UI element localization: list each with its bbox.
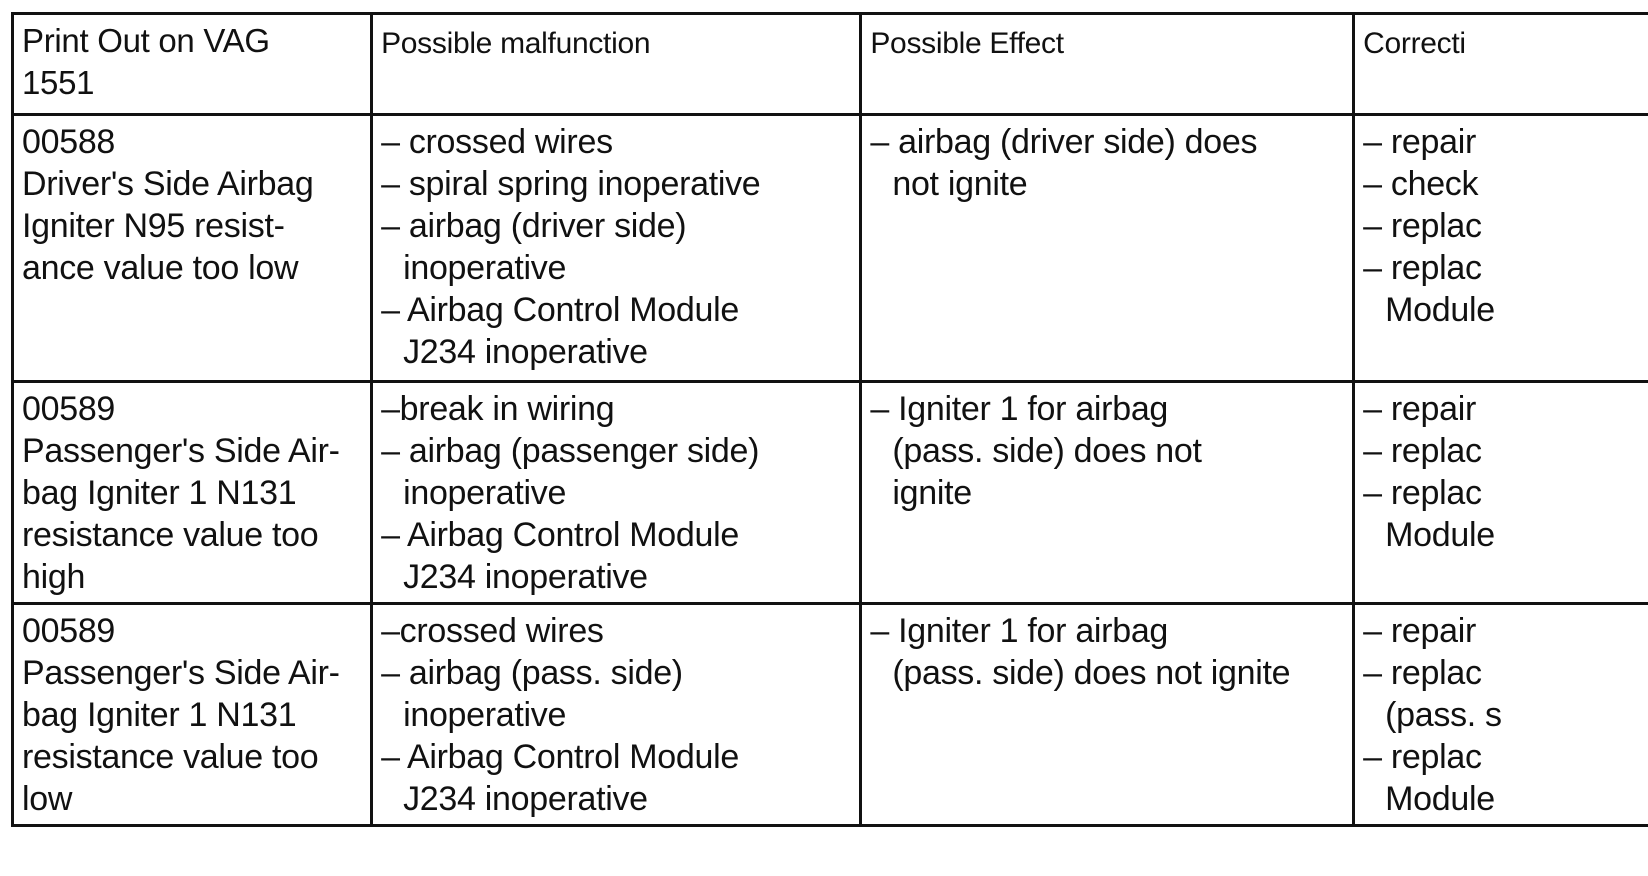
cell-text-line: inoperative (403, 249, 567, 287)
cell-text-line: – Airbag Control Module (381, 738, 739, 776)
cell-text-line: – repair (1363, 612, 1477, 650)
header-effect (861, 14, 1354, 115)
cell-text-line: low (22, 780, 73, 818)
cell-printout (13, 604, 372, 826)
cell-text-line: – Airbag Control Module (381, 291, 739, 329)
cell-text-line: – repair (1363, 390, 1477, 428)
cell-printout (13, 382, 372, 604)
header-printout (13, 14, 372, 115)
cell-text-line: Print Out on VAG (22, 22, 270, 59)
cell-text-line: (pass. side) does not (892, 432, 1202, 470)
cell-text-line: Correcti (1363, 27, 1466, 60)
table-row (13, 604, 1648, 826)
cell-text-line: – airbag (driver side) (381, 207, 687, 245)
cell-text-line: inoperative (403, 474, 567, 512)
cell-effect (861, 115, 1354, 382)
cell-text-line: Module (1385, 516, 1495, 554)
cell-text-line: not ignite (892, 165, 1028, 203)
cell-text-line: Passenger's Side Air- (22, 432, 340, 470)
cell-effect (861, 604, 1354, 826)
cell-text-line: inoperative (403, 696, 567, 734)
cell-malfunction (372, 382, 861, 604)
cell-effect (861, 382, 1354, 604)
cell-text-line: J234 inoperative (403, 333, 648, 371)
header-corrective (1354, 14, 1648, 115)
cell-text-line: Possible Effect (870, 27, 1064, 60)
cell-text-line: – replac (1363, 207, 1482, 245)
cell-text-line: (pass. s (1385, 696, 1502, 734)
cell-text-line: – Igniter 1 for airbag (870, 612, 1169, 650)
cell-text-line: – airbag (driver side) does (870, 123, 1258, 161)
cell-corrective (1354, 382, 1648, 604)
header-malfunction (372, 14, 861, 115)
cell-text-line: – Airbag Control Module (381, 516, 739, 554)
table-header-row (13, 14, 1648, 115)
cell-text-line: high (22, 558, 86, 596)
cell-text-line: – replac (1363, 654, 1482, 692)
cell-text-line: –break in wiring (381, 390, 615, 428)
cell-text-line: J234 inoperative (403, 780, 648, 818)
cell-text-line: Igniter N95 resist- (22, 207, 285, 245)
cell-malfunction (372, 604, 861, 826)
cell-text-line: – crossed wires (381, 123, 613, 161)
cell-text-line: 1551 (22, 64, 95, 101)
cell-text-line: –crossed wires (381, 612, 604, 650)
cell-text-line: – replac (1363, 432, 1482, 470)
cell-text-line: – Igniter 1 for airbag (870, 390, 1169, 428)
cell-text-line: – repair (1363, 123, 1477, 161)
cell-text-line: 00589 (22, 612, 116, 650)
cell-text-line: bag Igniter 1 N131 (22, 474, 297, 512)
cell-text-line: Possible malfunction (381, 27, 651, 60)
cell-text-line: – replac (1363, 474, 1482, 512)
cell-text-line: Driver's Side Airbag (22, 165, 314, 203)
cell-text-line: (pass. side) does not ignite (892, 654, 1291, 692)
cell-text-line: resistance value too (22, 738, 319, 776)
cell-text-line: 00588 (22, 123, 116, 161)
cell-corrective (1354, 604, 1648, 826)
cell-text-line: 00589 (22, 390, 116, 428)
cell-text-line: Module (1385, 291, 1495, 329)
cell-text-line: – airbag (pass. side) (381, 654, 683, 692)
cell-text-line: bag Igniter 1 N131 (22, 696, 297, 734)
cell-text-line: J234 inoperative (403, 558, 648, 596)
cell-malfunction (372, 115, 861, 382)
cell-text-line: resistance value too (22, 516, 319, 554)
cell-text-line: – airbag (passenger side) (381, 432, 760, 470)
table-row (13, 115, 1648, 382)
cell-text-line: ance value too low (22, 249, 299, 287)
cell-text-line: – replac (1363, 738, 1482, 776)
fault-code-table (11, 12, 1648, 827)
cell-corrective (1354, 115, 1648, 382)
cell-printout (13, 115, 372, 382)
cell-text-line: Module (1385, 780, 1495, 818)
table-row (13, 382, 1648, 604)
cell-text-line: – replac (1363, 249, 1482, 287)
cell-text-line: Passenger's Side Air- (22, 654, 340, 692)
cell-text-line: – spiral spring inoperative (381, 165, 761, 203)
cell-text-line: ignite (892, 474, 972, 512)
cell-text-line: – check (1363, 165, 1479, 203)
